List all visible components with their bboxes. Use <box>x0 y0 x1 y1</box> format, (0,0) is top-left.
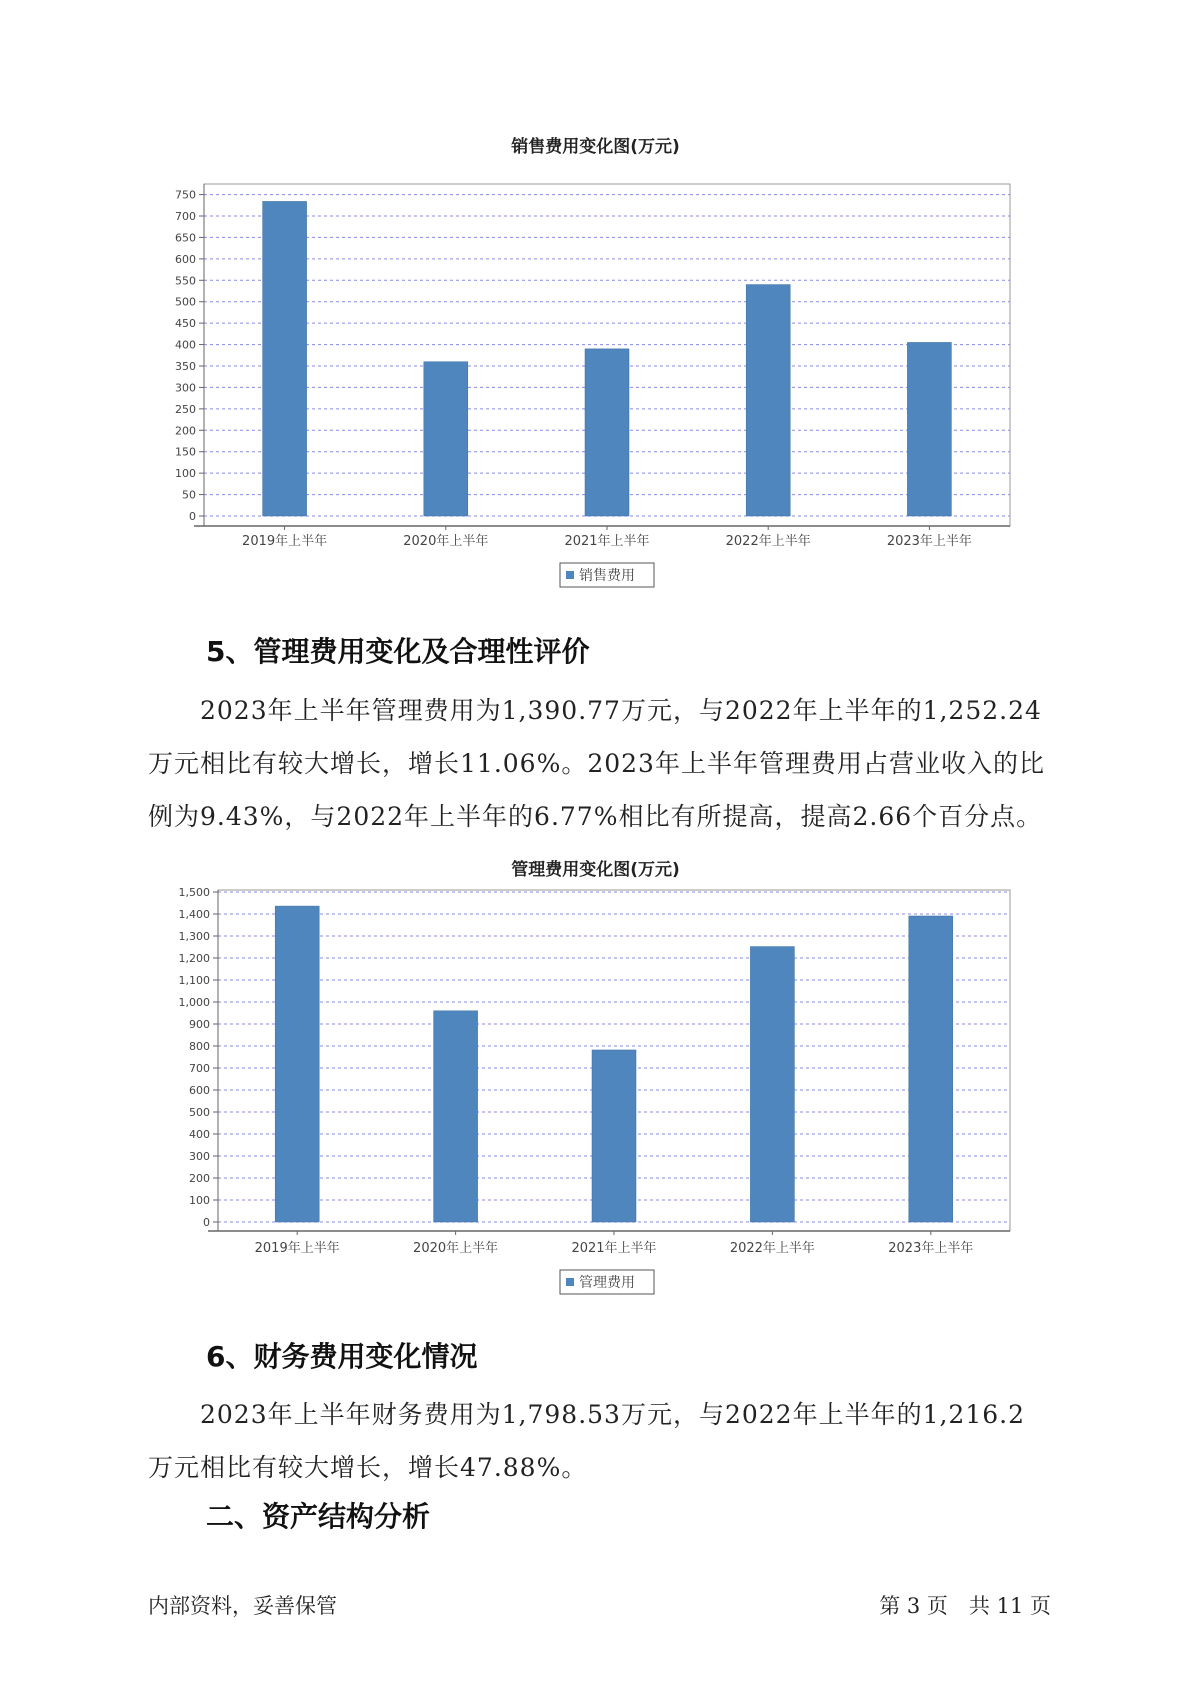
y-tick-label: 600 <box>175 252 196 266</box>
x-tick-label: 2022年上半年 <box>725 534 811 549</box>
bar <box>907 342 951 516</box>
y-tick-label: 700 <box>189 1062 210 1075</box>
y-tick-label: 300 <box>189 1150 210 1163</box>
y-tick-label: 350 <box>175 360 196 373</box>
y-tick-label: 0 <box>203 1216 210 1229</box>
y-tick-label: 200 <box>175 424 196 438</box>
y-tick-label: 400 <box>175 338 196 352</box>
y-tick-label: 100 <box>189 1194 210 1207</box>
y-tick-label: 50 <box>182 488 196 502</box>
y-tick-label: 300 <box>175 381 196 395</box>
footer-page-number: 第 3 页 共 11 页 <box>879 1594 1051 1618</box>
y-tick-label: 700 <box>175 210 196 223</box>
y-tick-label: 500 <box>175 295 196 309</box>
legend-label: 管理费用 <box>579 1275 635 1291</box>
x-tick-label: 2021年上半年 <box>571 1241 657 1256</box>
section-5-heading: 5、管理费用变化及合理性评价 <box>206 635 590 668</box>
y-tick-label: 550 <box>175 274 196 288</box>
y-tick-label: 650 <box>175 231 196 245</box>
y-tick-label: 750 <box>175 188 196 202</box>
y-tick-label: 800 <box>189 1040 210 1053</box>
x-tick-label: 2020年上半年 <box>403 534 489 549</box>
chart-title-sales: 销售费用变化图(万元) <box>511 137 680 157</box>
y-tick-label: 900 <box>189 1018 210 1031</box>
legend-swatch <box>566 571 574 579</box>
bar <box>909 916 953 1222</box>
x-tick-label: 2022年上半年 <box>729 1241 815 1256</box>
legend-label: 销售费用 <box>579 568 635 584</box>
bar <box>746 285 790 516</box>
footer-confidential-note: 内部资料，妥善保管 <box>148 1594 337 1618</box>
y-tick-label: 1,100 <box>178 974 210 987</box>
y-tick-label: 0 <box>189 510 196 523</box>
y-tick-label: 1,000 <box>178 996 210 1009</box>
y-tick-label: 450 <box>175 317 196 331</box>
sales-expense-chart <box>0 160 1191 584</box>
y-tick-label: 1,300 <box>178 930 210 943</box>
bar <box>750 947 794 1222</box>
section-ii-heading: 二、资产结构分析 <box>206 1500 431 1533</box>
x-tick-label: 2019年上半年 <box>254 1241 340 1256</box>
x-tick-label: 2021年上半年 <box>564 534 650 549</box>
y-tick-label: 250 <box>175 402 196 416</box>
bar <box>275 906 319 1222</box>
x-tick-label: 2020年上半年 <box>413 1241 499 1256</box>
bar <box>592 1050 636 1222</box>
admin-expense-chart <box>0 880 1191 1310</box>
y-tick-label: 200 <box>189 1172 210 1185</box>
y-tick-label: 100 <box>175 467 196 481</box>
bar <box>434 1011 478 1222</box>
y-tick-label: 1,400 <box>178 908 210 921</box>
y-tick-label: 1,500 <box>178 886 210 899</box>
legend-swatch <box>566 1278 574 1286</box>
section-5-paragraph: 2023年上半年管理费用为1,390.77万元，与2022年上半年的1,252.24万元相比有较大增长，增长11.06%。2023年上半年管理费用占营业收入的比例为9.43%，与2022年上半年的6.77%相比有所提高，提高2.66个百分点。 <box>148 696 1045 831</box>
bar <box>263 201 307 516</box>
x-tick-label: 2023年上半年 <box>888 1241 974 1256</box>
bar <box>585 349 629 516</box>
section-6-paragraph: 2023年上半年财务费用为1,798.53万元，与2022年上半年的1,216.2万元相比有较大增长，增长47.88%。 <box>148 1400 1025 1482</box>
y-tick-label: 1,200 <box>178 952 210 965</box>
section-6-heading: 6、财务费用变化情况 <box>206 1340 478 1373</box>
y-tick-label: 400 <box>189 1128 210 1141</box>
chart-title-admin: 管理费用变化图(万元) <box>511 860 680 880</box>
y-tick-label: 600 <box>189 1084 210 1097</box>
y-tick-label: 500 <box>189 1106 210 1119</box>
x-tick-label: 2019年上半年 <box>242 534 328 549</box>
bar <box>424 362 468 516</box>
y-tick-label: 150 <box>175 445 196 459</box>
x-tick-label: 2023年上半年 <box>886 534 972 549</box>
